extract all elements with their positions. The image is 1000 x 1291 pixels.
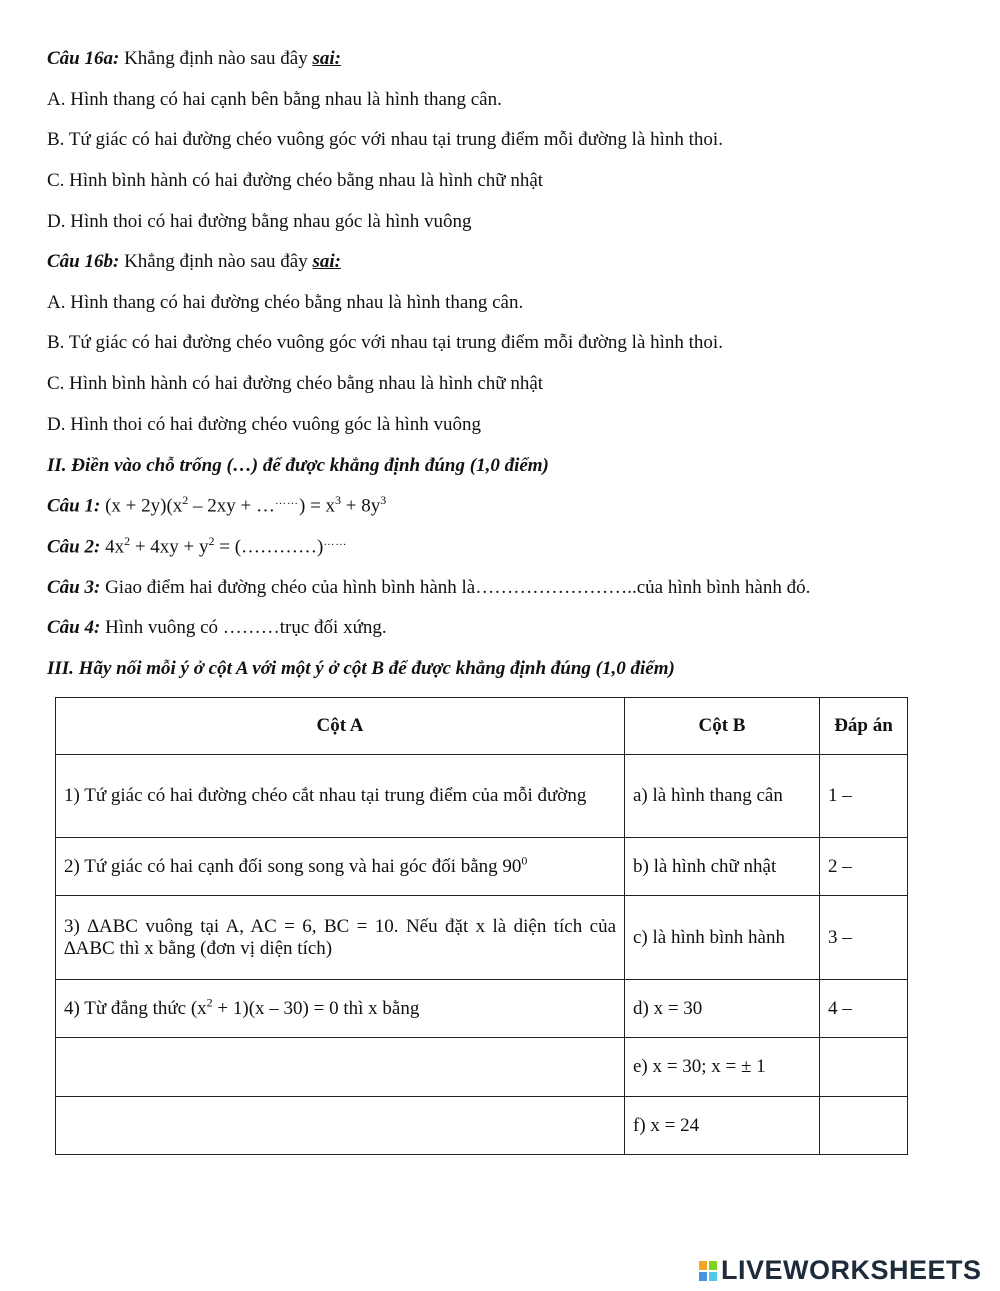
row6-col-b: f) x = 24 [625, 1097, 820, 1155]
logo-block-1 [699, 1261, 707, 1270]
fill-q1-exp3: 3 [380, 493, 387, 507]
table-header-row [56, 698, 908, 755]
row4-col-a-sup: 2 [206, 995, 213, 1010]
matching-table [55, 697, 908, 1155]
q16b-option-c: C. Hình bình hành có hai đường chéo bằng nhau là hình chữ nhật [47, 373, 544, 394]
row2-answer[interactable]: 2 – [820, 838, 908, 896]
logo-block-3 [699, 1272, 707, 1281]
logo-icon [699, 1261, 717, 1281]
row1-col-b: a) là hình thang cân [625, 755, 820, 838]
liveworksheets-logo [699, 1255, 982, 1286]
q16a-label: Câu 16a: [47, 48, 120, 69]
table-row [56, 1097, 908, 1155]
fill-q4-label: Câu 4: [47, 617, 101, 638]
row1-answer[interactable]: 1 – [820, 755, 908, 838]
q16b-emphasis: sai: [312, 251, 341, 272]
row4-col-b: d) x = 30 [625, 980, 820, 1038]
logo-block-2 [709, 1261, 717, 1270]
header-col-b: Cột B [625, 698, 820, 755]
row4-answer[interactable]: 4 – [820, 980, 908, 1038]
q16b-option-d: D. Hình thoi có hai đường chéo vuông góc là hình vuông [47, 414, 482, 435]
fill-q1-part2: – 2xy + … [188, 495, 275, 517]
fill-q1-exp2: 3 [335, 493, 342, 507]
row4-col-a [56, 980, 625, 1038]
row6-col-a [56, 1097, 625, 1155]
q16a-option-b: B. Tứ giác có hai đường chéo vuông góc với nhau tại trung điểm mỗi đường là hình thoi. [47, 129, 723, 150]
row3-answer[interactable]: 3 – [820, 896, 908, 980]
fill-q1 [47, 495, 386, 517]
fill-q2-blank[interactable]: …… [323, 536, 348, 548]
row5-answer [820, 1038, 908, 1097]
q16a-option-c: C. Hình bình hành có hai đường chéo bằng nhau là hình chữ nhật [47, 170, 544, 191]
q16a-emphasis: sai: [312, 48, 341, 69]
fill-q2-label: Câu 2: [47, 536, 101, 558]
q16b-label: Câu 16b: [47, 251, 120, 272]
q16b-option-b: B. Tứ giác có hai đường chéo vuông góc với nhau tại trung điểm mỗi đường là hình thoi. [47, 332, 723, 353]
fill-q1-part1: (x + 2y)(x [105, 495, 183, 517]
fill-q1-part4: + 8y [341, 495, 381, 517]
fill-q3-label: Câu 3: [47, 577, 101, 598]
q16a-option-d: D. Hình thoi có hai đường bằng nhau góc là hình vuông [47, 211, 472, 232]
row2-col-b: b) là hình chữ nhật [625, 838, 820, 896]
q16a-prompt-text: Khẳng định nào sau đây [124, 48, 308, 69]
fill-q1-label: Câu 1: [47, 495, 101, 517]
row3-col-a: 3) ∆ABC vuông tại A, AC = 6, BC = 10. Nếu đặt x là diện tích của ∆ABC thì x bằng (đơn vị diện tích) [56, 896, 625, 980]
fill-q4-text: Hình vuông có ………trục đối xứng. [105, 617, 387, 638]
fill-q2-part2: + 4xy + y [130, 536, 209, 558]
fill-q2-exp2: 2 [208, 534, 215, 548]
row3-col-b: c) là hình bình hành [625, 896, 820, 980]
logo-text: LIVEWORKSHEETS [721, 1255, 982, 1285]
q16b-prompt [47, 251, 341, 273]
table-row [56, 838, 908, 896]
row1-col-a: 1) Tứ giác có hai đường chéo cắt nhau tại trung điểm của mỗi đường [56, 755, 625, 838]
header-col-answer: Đáp án [820, 698, 908, 755]
row2-col-a-sup: 0 [521, 853, 528, 868]
row4-col-a-post: + 1)(x – 30) = 0 thì x bằng [212, 997, 420, 1019]
fill-q4 [47, 617, 387, 639]
row4-col-a-pre: 4) Từ đẳng thức (x [64, 997, 207, 1019]
fill-q1-exp1: 2 [182, 493, 189, 507]
row5-col-a [56, 1038, 625, 1097]
table-row [56, 755, 908, 838]
table-row [56, 896, 908, 980]
row2-col-a [56, 838, 625, 896]
table-row [56, 1038, 908, 1097]
q16a-option-a: A. Hình thang có hai cạnh bên bằng nhau là hình thang cân. [47, 89, 502, 110]
table-row [56, 980, 908, 1038]
fill-q1-part3: ) = x [299, 495, 336, 517]
q16b-prompt-text: Khẳng định nào sau đây [124, 251, 308, 272]
fill-q2-part1: 4x [105, 536, 125, 558]
fill-q2-part3: = (…………) [214, 536, 324, 558]
q16a-prompt [47, 48, 341, 70]
fill-q2 [47, 536, 347, 558]
header-col-a: Cột A [56, 698, 625, 755]
fill-q1-blank[interactable]: …… [275, 495, 299, 507]
q16b-option-a: A. Hình thang có hai đường chéo bằng nhau là hình thang cân. [47, 292, 524, 313]
row6-answer [820, 1097, 908, 1155]
section2-title: II. Điền vào chỗ trống (…) để được khẳng định đúng (1,0 điểm) [47, 455, 549, 476]
logo-block-4 [709, 1272, 717, 1281]
fill-q3 [47, 577, 810, 599]
section3-title: III. Hãy nối mỗi ý ở cột A với một ý ở cột B để được khẳng định đúng (1,0 điểm) [47, 658, 675, 679]
fill-q2-exp1: 2 [124, 534, 131, 548]
row2-col-a-text: 2) Tứ giác có hai cạnh đối song song và hai góc đối bằng 90 [64, 855, 522, 877]
row5-col-b: e) x = 30; x = ± 1 [625, 1038, 820, 1097]
fill-q3-text: Giao điểm hai đường chéo của hình bình hành là……………………..của hình bình hành đó. [105, 577, 811, 598]
